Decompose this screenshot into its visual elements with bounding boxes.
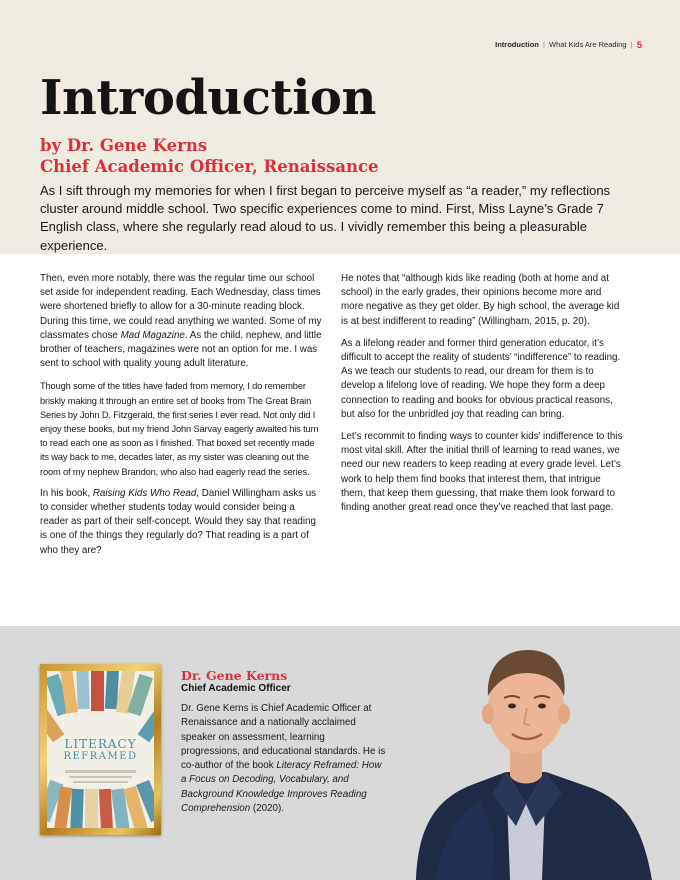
- byline: [40, 135, 379, 177]
- paragraph: He notes that “although kids like reading (both at home and at school) in the early grades, their opinions become more and more negative as they get older. By high school, the average kid is at best indifferent to reading” (Willingham, 2015, p. 20).: [341, 273, 620, 327]
- magazine-title: Mad Magazine: [120, 329, 185, 341]
- paragraph: [40, 487, 322, 558]
- bio-text-part: Dr. Gene Kerns is Chief Academic Officer at Renaissance and a nationally acclaimed speaker on assessment, learning progressions, and educational standards. He is co-author of the book: [181, 703, 386, 772]
- paragraph: As a lifelong reader and former third generation educator, it’s difficult to accept the reality of students’ “indifference” to reading. As we teach our students to read, our dream for them is to develop a lifelong love of reading. We hope they form a deep connection to reading and books for obvious practical reasons, but also for the unbridled joy that reading can bring.: [341, 337, 621, 420]
- book-cover: [47, 671, 154, 828]
- byline-author: by Dr. Gene Kerns: [40, 136, 208, 155]
- paragraph-text: . As the child, nephew, and little brother of teachers, magazines were not an option for me. I was sent to school with quality young adult literature.: [40, 329, 322, 370]
- book-cover-title-line2: REFRAMED: [63, 751, 138, 762]
- bio-text: [181, 702, 386, 816]
- article-column-right: [341, 272, 625, 523]
- paragraph: Though some of the titles have faded from memory, I do remember briskly making it through an entire set of books from The Great Brain Series by John D. Fitzgerald, the first series I ever read. Not only did I enjoy these books, but my friend John Sarvay eagerly awaited his turn to read each one as soon as I finished. That boxed set recently made its way back to me, decades later, as my sister was cleaning out the room of my nephew Brandon, who also had eagerly read the series.: [40, 381, 319, 477]
- article-column-left: [40, 272, 322, 566]
- bio-book-title: Literacy Reframed: How a Focus on Decoding, Vocabulary, and Background Knowledge Improves Reading Comprehension: [181, 760, 382, 815]
- paragraph: [40, 272, 322, 371]
- running-head-section: Introduction: [495, 40, 539, 49]
- bio-role: Chief Academic Officer: [181, 683, 291, 694]
- page-number: 5: [636, 40, 642, 51]
- running-head-separator: |: [630, 40, 633, 49]
- paragraph: Let’s recommit to finding ways to counter kids’ indifference to this most vital skill. After the initial thrill of learning to read wanes, we need our new readers to keep reading at every grade level. Let’s work to help them find books that interest them, that intrigue them, that keep them guessing, that make them look forward to finding another great read once they’ve reached that last page.: [341, 431, 623, 514]
- author-portrait: [396, 626, 680, 880]
- page-title: Introduction: [40, 70, 376, 126]
- running-head: [495, 40, 642, 51]
- book-cover-frame: [40, 664, 161, 835]
- paragraph-text: In his book,: [40, 487, 93, 499]
- lede-paragraph: As I sift through my memories for when I first began to perceive myself as “a reader,” my reflections cluster around middle school. Two specific experiences come to mind. First, Miss Layne’s Grade 7 English class, where she regularly read aloud to us. I vividly remember this being a pleasurable experience.: [40, 183, 611, 253]
- running-head-title: What Kids Are Reading: [549, 40, 627, 49]
- byline-role: Chief Academic Officer, Renaissance: [40, 157, 379, 176]
- running-head-separator: |: [542, 40, 545, 49]
- paragraph-text: Then, even more notably, there was the regular time our school set aside for independent reading. Each Wednesday, class times were shortened briefly to allow for a 30-minute reading block. During this time, we could read anything we wanted. Some of my classmates chose: [40, 273, 322, 341]
- bio-text-part: (2020).: [250, 803, 284, 815]
- paragraph-text: , Daniel Willingham asks us to consider whether students today would consider being a reader as part of their self-concept. Would they say that reading is one of the things they regularly do? That reading is a part of who they are?: [40, 487, 317, 556]
- bio-name: Dr. Gene Kerns: [181, 668, 288, 683]
- book-cover-title-line1: LITERACY: [64, 737, 137, 751]
- book-title-citation: Raising Kids Who Read: [92, 487, 197, 499]
- author-bio-section: [0, 626, 680, 880]
